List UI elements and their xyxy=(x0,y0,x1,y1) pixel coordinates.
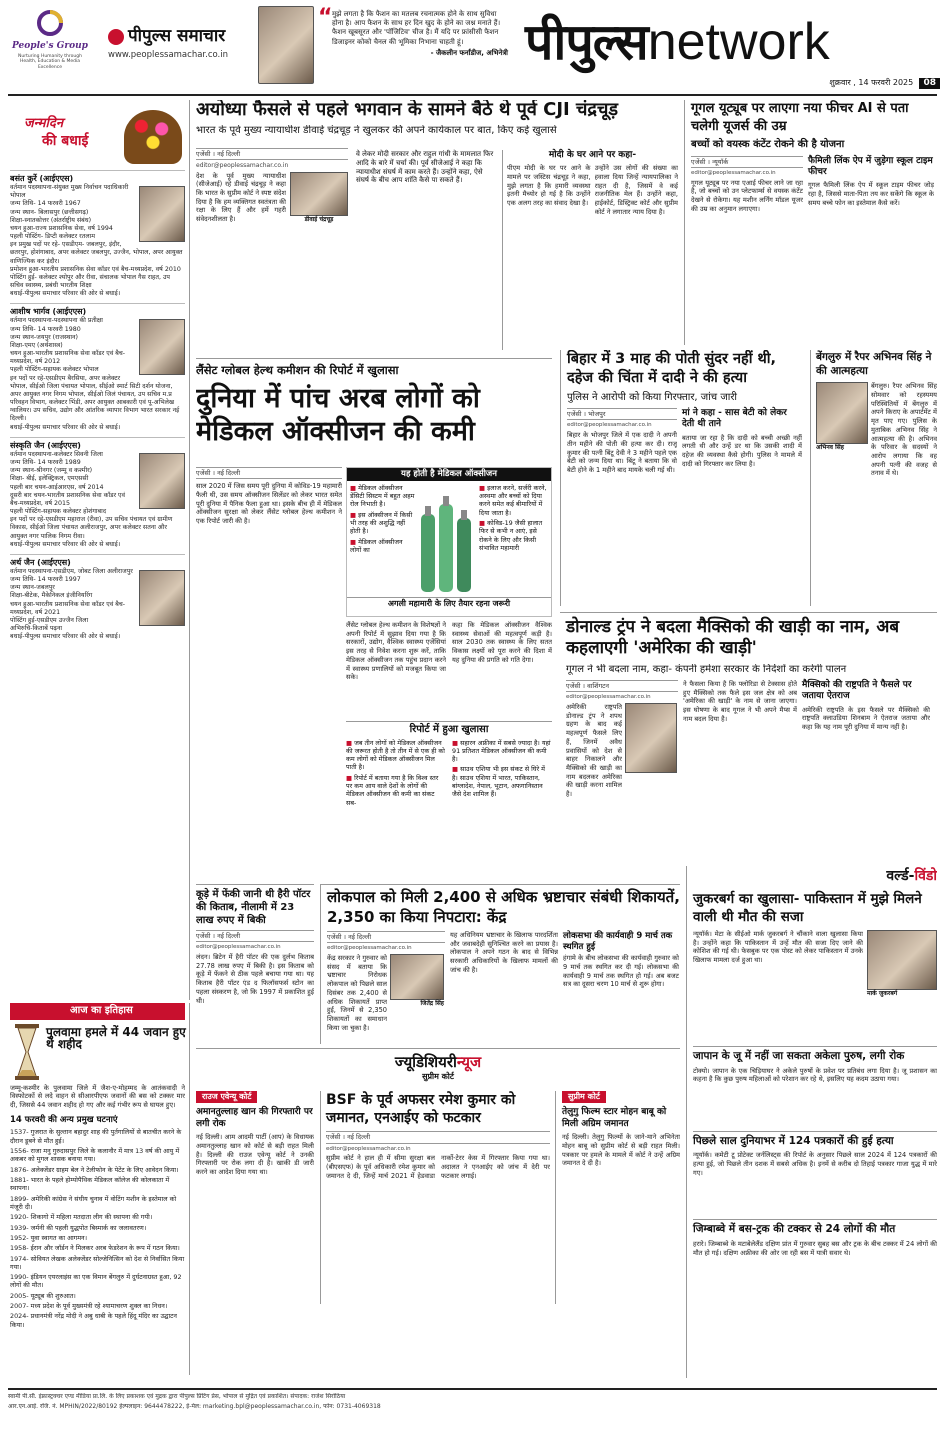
judiciary-section xyxy=(196,1048,680,1378)
bullet-item xyxy=(346,739,446,772)
report-right xyxy=(452,739,552,810)
birthday-person-line: बधाई-पीपुल्स समाचार परिवार की ओर से बधाई। xyxy=(10,290,121,298)
trump-story xyxy=(560,612,937,860)
lancet-body-3: कहा कि मेडिकल ऑक्सीजन वैश्विक स्वास्थ्य सेवाओं की महत्वपूर्ण कड़ी है। साल 2030 तक स्वास्थ्य के लिए सतत विकास लक्ष्यों को पूरा करने की दिशा में यह दुनिया की प्रगति को गति देगा। xyxy=(452,621,552,664)
birthday-person-line: पहली बार चयन-आईआरएस, वर्ष 2014 xyxy=(10,483,104,491)
judiciary-left-head: अमानतुल्लाह खान की गिरफ्तारी पर लगी रोक xyxy=(196,1107,313,1129)
lokpal-story xyxy=(320,884,680,1044)
bullet-text: कोविड-19 जैसी हालात फिर से कभी न आएं, इसे रोकने के लिए और किसी संभावित महामारी xyxy=(479,518,543,552)
trump-side-head: मैक्सिको की राष्ट्रपति ने फैसले पर जताया ऐतराज xyxy=(802,680,912,702)
zuckerberg-caption: मार्क जुकरबर्ग xyxy=(867,989,898,997)
bullet-text: इलाज करने, सर्जरी करने, अस्थमा और बच्चों को दिया करने समेत कई बीमारियों में दिया जाता है। xyxy=(479,483,547,517)
bullet-icon: ■ xyxy=(346,773,355,782)
judiciary-title-a: ज्यूडिशियरी xyxy=(394,1053,457,1071)
zimbabwe-headline: जिम्बाब्वे में बस-ट्रक की टक्कर से 24 लोगों की मौत xyxy=(693,1219,937,1237)
japan-body: टोक्यो। जापान के एक चिड़ियाघर ने अकेले पुरुषों के प्रवेश पर प्रतिबंध लगा दिया है। जू प्रशासन का कहना है कि कुछ पुरुष महिलाओं को परेशान कर रहे थे, इसलिए यह कदम उठाया गया। xyxy=(693,1066,937,1084)
lokpal-byline xyxy=(327,931,445,943)
jitendra-singh-photo xyxy=(390,954,444,1000)
brand-hindi: पीपुल्स xyxy=(525,13,648,71)
history-event: 2005- यूट्यूब की शुरुआत। xyxy=(10,1291,76,1300)
trump-email: editor@peoplessamachar.co.in xyxy=(566,694,651,701)
rouse-avenue-tag: राउज एवेन्यू कोर्ट xyxy=(196,1091,257,1103)
bihar-body-2: बताया जा रहा है कि दादी को बच्ची अच्छी नहीं लगती थी और उन्हें डर था कि उसकी शादी में दहेज की व्यवस्था कैसे होगी। पुलिस ने मामले में दादी को गिरफ्तार कर लिया है। xyxy=(682,433,802,468)
history-event: 1974- सोवियत लेखक अलेक्जेंडर सोल्जेनित्सिन को देश से निर्वासित किया गया। xyxy=(10,1254,185,1271)
report-title: रिपोर्ट में हुआ खुलासा xyxy=(409,724,489,735)
birthday-column xyxy=(10,100,190,1000)
birthday-person-photo xyxy=(139,319,185,375)
birthday-title-1: जन्मदिन xyxy=(24,116,64,131)
lancet-story xyxy=(196,358,552,878)
birthday-person-line: जन्म स्थान-जबलपुर xyxy=(10,584,55,592)
birthday-person-line: दूसरी बार चयन-भारतीय प्रशासनिक सेवा कॉडर एवं बैच-मध्यप्रदेश, वर्ष 2015 xyxy=(10,491,126,507)
cji-headline: अयोध्या फैसले से पहले भगवान के सामने बैठे थे पूर्व CJI चंद्रचूड़ xyxy=(196,100,619,120)
bullet-item xyxy=(452,739,552,764)
bullet-item xyxy=(452,765,552,798)
birthday-person-line: वर्तमान पदस्थापना-संयुक्त मुख्य निर्वाचन पदाधिकारी भोपाल xyxy=(10,184,129,200)
trump-body-1: अमेरिकी राष्ट्रपति डोनाल्ड ट्रंप ने शपथ ग्रहण के बाद कई महत्वपूर्ण फैसले लिए हैं, जिनमें अवैध प्रवासियों को देश से बाहर निकालने और मैक्सिको की खाड़ी का नाम बदलकर अमेरिका की खाड़ी करना शामिल है। xyxy=(566,703,622,799)
judiciary-right-head: तेलुगु फिल्म स्टार मोहन बाबू को मिली अग्रिम जमानत xyxy=(562,1107,667,1129)
world-label-a: वर्ल्ड- xyxy=(886,868,915,884)
report-left xyxy=(346,739,446,810)
lokpal-photo-caption: जितेंद्र सिंह xyxy=(420,1000,444,1007)
birthday-person-line: बधाई-पीपुल्स समाचार परिवार की ओर से बधाई। xyxy=(10,423,121,431)
bihar-headline: बिहार में 3 माह की पोती सुंदर नहीं थी, दहेज की चिंता में दादी ने की हत्या xyxy=(567,351,777,386)
peoples-group-logo-icon xyxy=(35,8,65,38)
lokpal-body-2: यह अधिनियम भ्रष्टाचार के खिलाफ पारदर्शिता और जवाबदेही सुनिश्चित करने का प्रयास है। लोकपाल ने अपने गठन के बाद से विभिन्न सरकारी अधिकारियों के खिलाफ मामलों की जांच की है। xyxy=(450,931,558,974)
birthday-person-line: अभिरुचि-किताबें पढ़ना xyxy=(10,625,63,633)
google-email: editor@peoplessamachar.co.in xyxy=(691,169,776,176)
birthday-person-line: इन प्रमुख पदों पर रहे- एसडीएम- जबलपुर, इंदौर, छतरपुर, होशंगाबाद, अपर कलेक्टर जबलपुर, उज्जैन, भोपाल, अपर आयुक्त वाणिज्यिक कर इंदौर। xyxy=(10,241,183,265)
potter-byline-text: एजेंसी । नई दिल्ली xyxy=(196,932,241,940)
bullet-icon: ■ xyxy=(452,765,461,774)
history-header-label: आज का इतिहास xyxy=(70,1005,133,1016)
bullet-item xyxy=(479,484,548,517)
potter-email: editor@peoplessamachar.co.in xyxy=(196,944,281,951)
judiciary-email: editor@peoplessamachar.co.in xyxy=(326,1145,411,1152)
history-event: 1920- शिकागो में महिला मतदाता लीग की स्थापना की गयी। xyxy=(10,1213,153,1222)
lokpal-byline-text: एजेंसी । नई दिल्ली xyxy=(327,933,372,941)
google-body-2: गूगल फैमिली लिंक ऐप में स्कूल टाइम फीचर जोड़ रहा है, जिससे माता-पिता तय कर सकेंगे कि स्कूल के समय बच्चे फोन का इस्तेमाल कैसे करें। xyxy=(808,181,934,207)
birthday-person-line: जन्म तिथि- 14 फरवरी 1967 xyxy=(10,200,81,208)
history-headline: पुलवामा हमले में 44 जवान हुए थे शहीद xyxy=(46,1024,186,1052)
birthday-person-line: चयन हुआ-भारतीय प्रशासनिक सेवा कॉडर एवं बैच-मध्यप्रदेश, वर्ष 2021 xyxy=(10,600,126,616)
birthday-person-line: पहली पोस्टिंग-सहायक कलेक्टर होशंगाबाद xyxy=(10,508,107,516)
bullet-item xyxy=(479,519,548,552)
birthday-person-photo xyxy=(139,186,185,242)
org-tagline: Nurturing Humanity through Health, Education & Media Excellence xyxy=(18,54,82,70)
birthday-person-line: बधाई-पीपुल्स समाचार परिवार की ओर से बधाई। xyxy=(10,540,121,548)
cji-deck: भारत के पूर्व मुख्य न्यायाधीश डीवाई चंद्रचूड़ ने खुलकर की अपने कार्यकाल पर बात, किए कई खुलासे xyxy=(196,125,557,137)
trump-byline-text: एजेंसी । वाशिंगटन xyxy=(566,682,610,690)
paper-name: पीपुल्स समाचार xyxy=(128,26,226,46)
bengaluru-story xyxy=(810,350,937,606)
bullet-item xyxy=(346,774,446,807)
oxygen-info-left xyxy=(350,484,415,594)
google-youtube-story xyxy=(684,100,937,345)
history-event: 1537- गुजरात के सुल्तान बहादुर शाह की पुर्तगालियों से बातचीत करने के दौरान डूबने से मौत हुई। xyxy=(10,1128,182,1145)
bullet-text: सहारन अफ्रीका में सबसे ज्यादा है। यहां 91 प्रतिशत मेडिकल ऑक्सीजन की कमी है। xyxy=(452,738,551,764)
birthday-person-line: शिक्षा-एमए (अर्थशास्त्र) xyxy=(10,341,63,349)
cji-body-1: देश के पूर्व मुख्य न्यायाधीश (सीजेआई) रहे डीवाई चंद्रचूड़ ने कहा कि भारत के सुप्रीम कोर्ट ने स्पष्ट संदेश दिया है कि हम व्यक्तिगत स्वतंत्रता की रक्षा के लिए हैं और हमें गहरी संवेदनशीलता है। xyxy=(196,171,286,224)
footer-line-1: स्वामी पी.सी. इंफ्रास्ट्रक्चर एण्ड मीडिया प्रा.लि. के लिए प्रकाशक एवं मुद्रक द्वारा पीपुल्स प्रिंटिंग प्रेस, भोपाल से मुद्रित एवं प्रकाशित। संपादक: राजेश सिरोठिया xyxy=(8,1393,346,1400)
trump-body-2: ने फैसला किया है कि फ्लोरिडा से टेक्सास होते हुए मैक्सिको तक फैले इस जल क्षेत्र को अब 'अमेरिका की खाड़ी' के नाम से जाना जाएगा। इस घोषणा के बाद गूगल ने भी अपने मैप्स में नाम बदल दिया है। xyxy=(683,680,797,723)
birthday-person xyxy=(10,554,185,642)
bihar-email: editor@peoplessamachar.co.in xyxy=(567,422,652,429)
oxygen-info-right xyxy=(479,484,548,594)
potter-headline: कूड़े में फेंकी जानी थी हैरी पॉटर की किताब, नीलामी में 23 लाख रुपए में बिकी xyxy=(196,889,311,926)
world-window-label xyxy=(693,868,937,886)
zuckerberg-headline: जुकरबर्ग का खुलासा- पाकिस्तान में मुझे मिलने वाली थी मौत की सजा xyxy=(693,890,922,925)
bengaluru-headline: बेंगलुरु में रैपर अभिनव सिंह ने की आत्महत्या xyxy=(816,351,932,378)
bihar-deck: पुलिस ने आरोपी को किया गिरफ्तार, जांच जारी xyxy=(567,391,738,403)
bullet-icon: ■ xyxy=(479,483,488,492)
birthday-person-line: पोस्टिंग हुई- कलेक्टर श्योपुर और रीवा, संचालक भोपाल गैस राहत, उप सचिव स्वास्थ्य, प्रबंधी भारतीय शिक्षा xyxy=(10,273,170,290)
bullet-text: जब तीन लोगों को मेडिकल ऑक्सीजन की जरूरत होती है तो तीन में से एक ही को कम लोगों को मेडिकल ऑक्सीजन मिल पाती है। xyxy=(346,738,445,772)
lancet-byline-text: एजेंसी । नई दिल्ली xyxy=(196,469,241,477)
history-event: 1881- भारत के पहले होम्योपैथिक मेडिकल कॉलेज की कोलकाता में स्थापना। xyxy=(10,1175,170,1193)
bengaluru-photo-caption: अभिनव सिंह xyxy=(816,444,844,452)
oxygen-infobox xyxy=(346,467,552,617)
birthday-person-line: चयन हुआ-भारतीय प्रशासनिक सेवा कॉडर एवं बैच-मध्यप्रदेश, वर्ष 2012 xyxy=(10,350,126,366)
birthday-person-line: जन्म तिथि- 14 फरवरी 1997 xyxy=(10,576,81,584)
birthday-person-line: शिक्षा-बीटेक, मैकेनिकल इंजीनियरिंग xyxy=(10,592,93,600)
google-byline xyxy=(691,156,803,168)
chandrachud-photo xyxy=(290,172,348,216)
world-label-b: विंडो xyxy=(914,868,937,884)
abhinav-singh-photo xyxy=(816,382,868,444)
bullet-icon: ■ xyxy=(346,738,355,747)
bullet-text: मेडिकल ऑक्सीजन लोगों का xyxy=(350,537,403,554)
bihar-byline-text: एजेंसी । भोजपुर xyxy=(567,410,606,419)
birthday-person-name: आशीष भार्गव (आईएएस) xyxy=(10,307,87,317)
history-event: 1939- जर्मनी की पहली युद्धपोत बिस्मार्क का जलावतरण। xyxy=(10,1223,147,1232)
oxygen-info-footer: अगली महामारी के लिए तैयार रहना जरूरी xyxy=(347,597,551,609)
bullet-text: इस ऑक्सीजन में किसी भी तरह की अशुद्धि नहीं होती है। xyxy=(350,510,413,536)
journalist-headline: पिछले साल दुनियाभर में 124 पत्रकारों की हुई हत्या xyxy=(693,1131,937,1149)
trump-body-3: अमेरिकी राष्ट्रपति के इस फैसले पर मैक्सिको की राष्ट्रपति क्लाउडिया शिनबाम ने ऐतराज जताया और कहा कि यह नाम पूरी दुनिया में मान्य नहीं है। xyxy=(802,705,930,731)
journalist-body: न्यूयॉर्क। कमेटी टू प्रोटेक्ट जर्नलिस्ट्स की रिपोर्ट के अनुसार पिछले साल 2024 में 124 पत्रकारों की हत्या हुई, जो पिछले तीन दशक में सबसे अधिक है। इनमें से करीब दो तिहाई पत्रकार गाजा युद्ध में मारे गए। xyxy=(693,1151,937,1177)
bengaluru-body: बेंगलुरु। रैपर अभिनव सिंह सोमवार को रहस्यमय परिस्थितियों में बेंगलुरु में अपने किराए के अपार्टमेंट में मृत पाए गए। पुलिस के मुताबिक अभिनव सिंह ने आत्महत्या की है। अभिनव के परिवार के सदस्यों ने आरोप लगाया कि वह अपनी पत्नी की वजह से तनाव में थे। xyxy=(871,382,937,478)
judiciary-title-b: न्यूज xyxy=(456,1053,482,1071)
world-window xyxy=(686,866,937,1378)
newspaper-logo-icon xyxy=(108,29,124,45)
history-header xyxy=(10,1003,185,1020)
date-line xyxy=(740,78,940,92)
history-intro: जम्मू-कश्मीर के पुलवामा जिले में जैश-ए-मोहम्मद के आतंकवादी ने विस्फोटकों से लदे वाहन से सीआरपीएफ जवानों की बस को टक्कर मार दी, जिससे 44 जवान शहीद हो गए और कई गंभीर रूप से घायल हुए। xyxy=(10,1083,185,1109)
cji-byline-text: एजेंसी । नई दिल्ली xyxy=(196,150,241,158)
bullet-icon: ■ xyxy=(350,537,359,546)
birthday-person xyxy=(10,170,185,298)
bihar-byline xyxy=(567,408,677,420)
cji-body-2: वे लेकर मोदी सरकार और राहुल गांधी के मामलात फिर आदि के बारे में चर्चा की। पूर्व सीजेआई ने कहा कि न्यायाधीश संघर्ष में काम करते हैं। उन्होंने कहा, ऐसे संघर्ष के बीच आप शांति कैसे पा सकते हैं। xyxy=(356,150,494,185)
birthday-person-line: जन्म स्थान- बिलासपुर (छत्तीसगढ़) xyxy=(10,208,89,216)
judiciary-byline-text: एजेंसी । नई दिल्ली xyxy=(326,1133,371,1142)
birthday-person-photo xyxy=(139,453,185,509)
judiciary-center-head: BSF के पूर्व अफसर रमेश कुमार को जमानत, एनआईए को फटकार xyxy=(326,1092,516,1127)
lokpal-body-3: हंगामे के बीच लोकसभा की कार्यवाही गुरुवार को 9 मार्च तक स्थगित कर दी गई। लोकसभा की कार्यवाही 9 मार्च तक स्थगित हो गई। अब बजट सत्र का दूसरा चरण 10 मार्च से शुरू होगा। xyxy=(563,954,679,989)
birthday-person-line: शिक्षा- बीई, इलेक्ट्रिकल, एमएससी xyxy=(10,475,89,483)
bihar-side-head: मां ने कहा - सास बेटी को लेकर देती थी ताने xyxy=(682,408,787,430)
potter-body: लंदन। ब्रिटेन में हैरी पॉटर की एक दुर्लभ किताब 27.78 लाख रुपए में बिकी है। इस किताब को कूड़े में फेंकने से ठीक पहले बचाया गया था। यह किताब हैरी पॉटर एंड द फिलॉसफर्स स्टोन का पहला संस्करण है, जो कि 1997 में प्रकाशित हुई थी। xyxy=(196,953,314,1005)
birthday-person xyxy=(10,437,185,549)
birthday-person-line: प्रमोशन हुआ-भारतीय प्रशासनिक सेवा कॉडर एवं बैच-मध्यप्रदेश, वर्ष 2010 xyxy=(10,265,181,273)
bullet-item xyxy=(350,484,415,509)
bullet-icon: ■ xyxy=(452,738,461,747)
google-deck: बच्चों को वयस्क कंटेंट रोकने की है योजना xyxy=(691,139,845,151)
birthday-person-line: चयन हुआ-राज्य प्रशासनिक सेवा, वर्ष 1994 xyxy=(10,224,113,232)
potter-byline xyxy=(196,930,314,942)
birthday-person-line: पहली पोस्टिंग-सहायक कलेक्टर भोपाल xyxy=(10,366,99,374)
paper-url[interactable]: www.peoplessamachar.co.in xyxy=(108,50,229,61)
bullet-item xyxy=(350,511,415,536)
bullet-text: साउथ एशिया भी इस संकट से घिरे में है। साउथ एशिया में भारत, पाकिस्तान, बांग्लादेश, नेपाल, भूटान, अफगानिस्तान जैसे देश शामिल हैं। xyxy=(452,765,545,799)
history-sub-headline: 14 फरवरी की अन्य प्रमुख घटनाएं xyxy=(10,1114,118,1125)
bullet-icon: ■ xyxy=(350,483,359,492)
imprint-footer xyxy=(8,1388,937,1436)
judiciary-left-body: नई दिल्ली। आम आदमी पार्टी (आप) के विधायक अमानतुल्लाह खान को कोर्ट से बड़ी राहत मिली है। दिल्ली की राउज एवेन्यू कोर्ट ने उनकी गिरफ्तारी पर रोक लगा दी है। खाकी डी जारी करने का आदेश दिया गया था। xyxy=(196,1133,314,1177)
zuckerberg-photo xyxy=(867,930,937,990)
bihar-story xyxy=(560,350,804,606)
cji-email: editor@peoplessamachar.co.in xyxy=(196,162,289,170)
history-event: 2024- प्रधानमंत्री नरेंद्र मोदी ने अबु धाबी के पहले हिंदू मंदिर का उद्घाटन किया। xyxy=(10,1312,177,1329)
org-name: People's Group xyxy=(12,40,88,51)
birthday-person-line: वर्तमान पदस्थापना-एसडीएम, जोबट जिला अलीराजपुर xyxy=(10,567,133,575)
birthday-person-line: शिक्षा-स्नातकोत्तर (अंतर्राष्ट्रीय संबंध) xyxy=(10,216,92,224)
birthday-list xyxy=(10,170,185,641)
masthead-rule xyxy=(8,94,937,96)
lokpal-side-head: लोकसभा की कार्यवाही 9 मार्च तक स्थगित हुई xyxy=(563,931,673,952)
lancet-kicker: लैंसेट ग्लोबल हेल्थ कमीशन की रिपोर्ट में खुलासा xyxy=(196,363,399,377)
oxygen-info-title: यह होती है मेडिकल ऑक्सीजन xyxy=(347,468,551,481)
birthday-person xyxy=(10,303,185,431)
history-event: 1990- इंडियन एयरलाइंस का एक विमान बेंगलुरु में दुर्घटनाग्रस्त हुआ, 92 लोगों की मौत। xyxy=(10,1273,182,1290)
trump-photo xyxy=(625,703,677,773)
birthday-person-line: इन पदों पर रहे-एसडीएम बैरसिया, अपर कलेक्टर भोपाल, सीईओ जिला पंचायत भोपाल, सीईओ स्मार्ट सिटी दर्शन योजना, अपर आयुक्त नगर निगम भोपाल, सीईओ जिलं पंचायत, उप सचिव म.प्र परिवहन विभाग, कलेक्टर भिंडी, अपर आयुक्त आबकारी एवं पू-अभिलेख ग्वालियर। उप सचिव, उद्योग और आंतरिक व्यापार विभाग भारत सरकार नई दिल्ली। xyxy=(10,374,180,423)
bullet-text: मेडिकल ऑक्सीजन डेंसिटी सिस्टम में बहुत अहम रोल निभाती है। xyxy=(350,483,415,509)
quote-author: - जैकलीन फर्नांडीज, अभिनेत्री xyxy=(430,48,508,57)
birthday-person-name: बसंत कुर्रे (आईएएस) xyxy=(10,174,74,183)
cji-body-4: उन्होंने उस लोगों की संख्या का हवाला दिया जिन्हें न्यायपालिका ने राहत दी है, जिसमें वे कई राजनीतिक मेल हैं। उन्होंने कहा, हाईकोर्ट, डिस्ट्रिक्ट कोर्ट और सुप्रीम कोर्ट ने लगातार न्याय दिया है। xyxy=(594,164,678,216)
birthday-person-line: जन्म तिथि- 14 फरवरी 1980 xyxy=(10,325,81,333)
lokpal-headline: लोकपाल को मिली 2,400 से अधिक भ्रष्टाचार संबंधी शिकायतें, 2,350 का किया निपटारा: केंद्र xyxy=(327,888,680,926)
history-event: 1556- राजा मनु गुरुदासपुर जिले के कलानौर में मात्र 13 वर्ष की आयु में अकबर को मुगल शासक बनाया गया। xyxy=(10,1146,180,1164)
cji-byline xyxy=(196,148,348,160)
quote-mark-icon: “ xyxy=(318,5,333,30)
history-event: 1952- युवा स्वागत का आगमन। xyxy=(10,1233,88,1242)
brand-title xyxy=(525,10,935,72)
lokpal-body-1: केंद्र सरकार ने गुरुवार को संसद में बताया कि भ्रष्टाचार निरोधक लोकपाल को पिछले साल दिसंबर तक 2,400 से अधिक शिकायतें प्राप्त हुईं, जिनमें से 2,350 शिकायतों का समाधान किया जा चुका है। xyxy=(327,954,387,1032)
lancet-headline: दुनिया में पांच अरब लोगों को मेडिकल ऑक्सीजन की कमी xyxy=(196,383,480,447)
lokpal-email: editor@peoplessamachar.co.in xyxy=(327,945,412,952)
bengaluru-body-a xyxy=(871,382,937,572)
birthday-person-line: जन्म तिथि- 14 फरवरी 1989 xyxy=(10,458,81,466)
peoples-group-logo xyxy=(10,8,90,88)
judiciary-byline xyxy=(326,1131,550,1143)
cji-body-3: पीएम मोदी के घर पर आने के मामले पर जस्टिस चंद्रचूड़ ने कहा, मुझे लगता है कि हमारी व्यवस्था इतनी मैच्योर हो गई है कि उन्होंने एक अलग तरह का संवाद देखा है। xyxy=(507,164,591,208)
birthday-person-line: इन पदों पर रहे-एसडीएम महाराज (रीवा), उप सचिव पंचायत एवं ग्रामीण विकास, सीईओ जिला पंचायत अलीराजपुर, अपर कलेक्टर सतना और आयुक्त नगर पालिक निगम रीवा। xyxy=(10,516,173,540)
brand-english: network xyxy=(647,13,830,71)
japan-headline: जापान के जू में नहीं जा सकता अकेला पुरुष, लगी रोक xyxy=(693,1046,937,1064)
bullet-icon: ■ xyxy=(479,518,488,527)
zuckerberg-body: न्यूयॉर्क। मेटा के सीईओ मार्क जुकरबर्ग ने चौंकाने वाला खुलासा किया है। उन्होंने कहा कि पाकिस्तान में उन्हें मौत की सजा दिए जाने की कोशिश की गई थी। फेसबुक पर एक पोस्ट को लेकर पाकिस्तान में उनके खिलाफ मामला दर्ज हुआ था। xyxy=(693,929,863,965)
birthday-person-line: पहली पोस्टिंग- डिप्टी कलेक्टर रतलाम xyxy=(10,233,95,241)
birthday-title-2: की बधाई xyxy=(42,133,89,149)
history-event: 2007- मध्य प्रदेश के पूर्व मुख्यमंत्री रहे श्यामाचरण शुक्ल का निधन। xyxy=(10,1302,168,1311)
footer-line-2: आर.एन.आई. रजि. नं. MPHIN/2022/80192 हेल्पलाइन: 9644478222, ई-मेल: marketing.bpl@peoplessamachar.co.in, फोन: 0731-4069318 xyxy=(8,1402,381,1410)
trump-headline: डोनाल्ड ट्रंप ने बदला मैक्सिको की खाड़ी का नाम, अब कहलाएगी 'अमेरिका की खाड़ी' xyxy=(566,617,900,659)
birthday-header xyxy=(10,100,185,170)
lancet-body-1: साल 2020 में जिस समय पूरी दुनिया में कोविड-19 महामारी फैली थी, उस समय ऑक्सीजन सिलेंडर को लेकर भारत समेत पूरी दुनिया में पैनिक फैला हुआ था। इसके बीच ही में मेडिकल ऑक्सीजन सुरक्षा को लेकर लैंसेट ग्लोबल हेल्थ कमीशन ने एक रिपोर्ट जारी की है। xyxy=(196,482,342,525)
oxygen-cylinders-icon xyxy=(417,484,477,594)
cji-photo-caption: डीवाई चंद्रचूड़ xyxy=(304,215,334,223)
cji-box-title: मोदी के घर आने पर कहा- xyxy=(548,150,637,160)
birthday-person-line: बधाई-पीपुल्स समाचार परिवार की ओर से बधाई। xyxy=(10,633,121,641)
bullet-text: रिपोर्ट में बताया गया है कि विश्व स्तर पर कम आय वाले देशों के लोगों की मेडिकल ऑक्सीजन की कमी का संकट सब- xyxy=(346,773,439,807)
birthday-person-name: संस्कृति जैन (आईएएस) xyxy=(10,440,81,450)
google-headline: गूगल यूट्यूब पर लाएगा नया फीचर AI से पता चलेगी यूजर्स की उम्र xyxy=(691,101,909,134)
page-number: 08 xyxy=(919,78,940,89)
cji-story xyxy=(196,100,678,353)
trump-deck: गूगल ने भी बदला नाम, कहा- कंपनी हमेशा सरकार के निर्देशों का करेगी पालन xyxy=(566,663,847,675)
google-byline-text: एजेंसी । न्यूयॉर्क xyxy=(691,157,729,166)
trump-byline xyxy=(566,680,678,692)
birthday-person-photo xyxy=(139,570,185,626)
history-column xyxy=(10,1003,190,1375)
supreme-court-tag: सुप्रीम कोर्ट xyxy=(562,1091,606,1103)
masthead xyxy=(0,0,945,96)
birthday-person-line: जन्म स्थान-जयपुर (राजस्थान) xyxy=(10,333,78,341)
birthday-person-line: वर्तमान पदस्थापना-पदस्थापना की प्रतीक्षा xyxy=(10,317,103,325)
judiciary-right-body: नई दिल्ली। तेलुगु फिल्मों के जाने-माने अभिनेता मोहन बाबू को सुप्रीम कोर्ट से बड़ी राहत मिली। पत्रकार पर हमले के मामले में कोर्ट ने उन्हें अग्रिम जमानत दे दी है। xyxy=(562,1133,680,1168)
quote-box xyxy=(318,5,508,58)
bihar-body-1: बिहार के भोजपुर जिले में एक दादी ने अपनी तीन महीने की पोती की हत्या कर दी। राजू कुमार की पत्नी बिंटू देवी ने 3 महीने पहले एक बेटी को जन्म दिया था। बिंटू ने बताया कि वो बेटी होने के 1 महीने बाद मायके चली गई थी। xyxy=(567,431,677,474)
report-box xyxy=(346,721,552,871)
lancet-body-2: लैंसेट ग्लोबल हेल्थ कमीशन के विशेषज्ञों ने अपनी रिपोर्ट में सुझाव दिया गया है कि सरकारों, उद्योग, वैश्विक स्वास्थ्य एजेंसियां इस तरह से निवेश करना शुरू करें, ताकि मेडिकल ऑक्सीजन तक पहुंच प्रदान करने में स्वास्थ्य प्रणालियों को मजबूत किया जा सके। xyxy=(346,621,446,682)
bullet-icon: ■ xyxy=(350,510,359,519)
cji-box xyxy=(502,150,678,350)
flower-basket-icon xyxy=(124,110,182,164)
lancet-byline xyxy=(196,467,342,479)
jacqueline-photo xyxy=(258,6,314,84)
hourglass-icon xyxy=(14,1024,40,1080)
judiciary-court-top: सुप्रीम कोर्ट xyxy=(422,1071,454,1081)
bullet-item xyxy=(350,538,415,555)
birthday-person-line: वर्तमान पदस्थापना-कलेक्टर सिवनी जिला xyxy=(10,450,103,458)
quote-text: मुझे लगता है कि फैशन का मतलब रचनात्मक होने के साथ सुविधा होना है। आप फैशन के साथ हर दिन खुद के होने का जश्न मनाते हैं। फैशन खूबसूरत और 'पॉजिटिव' चीज है। मैं यदि पर फ्रांसीसी फैशन डिजाइनर कोको चैनल की भूमिका निभाना चाहती हूं। xyxy=(332,10,501,46)
history-events-list xyxy=(10,1128,185,1329)
harry-potter-story xyxy=(196,884,314,1044)
birthday-person-name: अर्थ जैन (आईएएस) xyxy=(10,557,71,567)
history-event: 1958- ईरान और जॉर्डन ने मिलकर अरब फेडरेशन के रूप में गठन किया। xyxy=(10,1244,180,1253)
judiciary-center-body: सुप्रीम कोर्ट ने हाल ही में सीमा सुरक्षा बल (बीएसएफ) के पूर्व अधिकारी रमेश कुमार को जमानत दे दी, जिन्हें मार्च 2021 में हेडवाडा नार्को-टेरर केस में गिरफ्तार किया गया था। अदालत ने एनआईए को जांच में देरी पर फटकार लगाई। xyxy=(326,1154,550,1180)
birthday-person-line: पोस्टिंग हुई-एसडीएम उज्जैन जिला xyxy=(10,616,89,624)
history-event: 1876- अलेक्जेंडर ग्राहम बेल ने टेलीफोन के पेटेंट के लिए आवेदन किया। xyxy=(10,1165,179,1174)
google-side-head: फैमिली लिंक ऐप में जुड़ेगा स्कूल टाइम फीचर xyxy=(808,155,933,177)
birthday-person-line: जन्म स्थान-श्रीनगर (जम्मू व कश्मीर) xyxy=(10,467,93,475)
history-event: 1899- अमेरिकी कांग्रेस ने संघीय चुनाव में वोटिंग मशीन के इस्तेमाल को मंजूरी दी। xyxy=(10,1194,177,1211)
issue-date: शुक्रवार , 14 फरवरी 2025 xyxy=(829,78,914,87)
google-body-1: गूगल यूट्यूब पर नया एआई फीचर लाने जा रहा है, जो बच्चों को उन प्लेटफार्म्स से वयस्क कंटेंट देखने से रोकेगा। यह मशीन लर्निंग मॉडल यूजर की उम्र का अनुमान लगाएगा। xyxy=(691,178,803,213)
zimbabwe-body: हरारे। जिम्बाब्वे के मटाबेलेलैंड दक्षिण प्रांत में गुरुवार सुबह बस और ट्रक के बीच टक्कर में 24 लोगों की मौत हो गई। दक्षिण अफ्रीका की ओर जा रही बस में यात्री सवार थे। xyxy=(693,1239,937,1257)
